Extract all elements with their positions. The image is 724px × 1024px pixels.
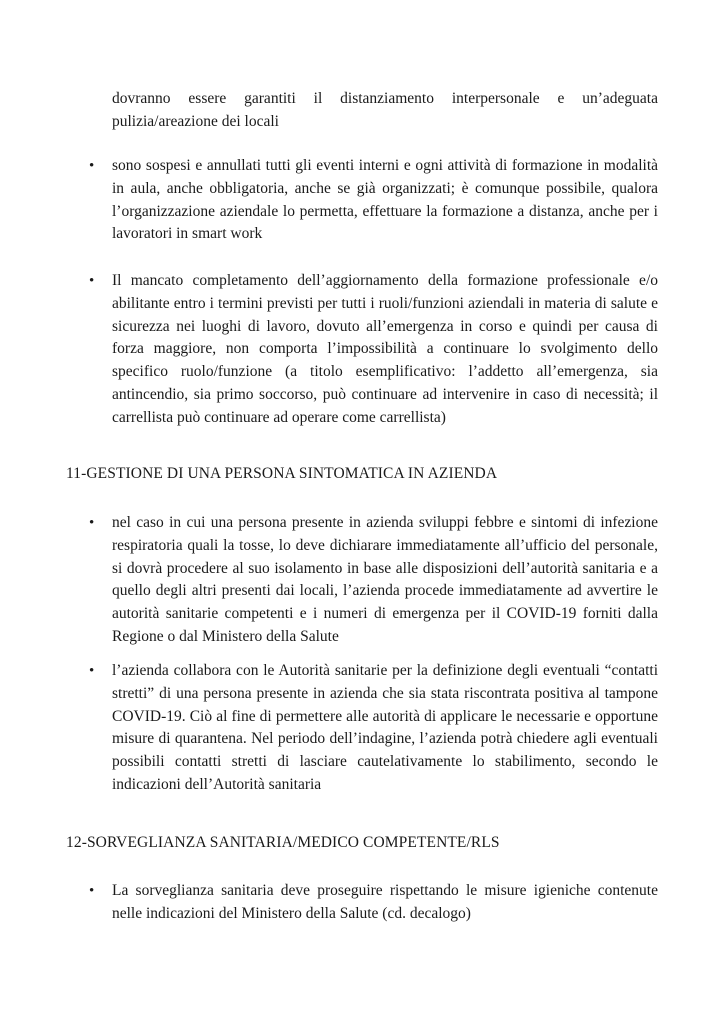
bullet-marker: • [89, 883, 95, 899]
bullet-paragraph-health-surveillance: La sorveglianza sanitaria deve proseguire rispettando le misure igieniche contenute nelle indicazioni del Ministero della Salute (cd. decalogo) [112, 882, 658, 922]
section-heading-12: 12-SORVEGLIANZA SANITARIA/MEDICO COMPETENTE/RLS [66, 834, 500, 851]
bullet-marker: • [89, 273, 95, 289]
bullet-paragraph-close-contacts: l’azienda collabora con le Autorità sanitarie per la definizione degli eventuali “contatti stretti” di una persona presente in azienda che sia stata riscontrata positiva al tampone COVID-19. Ciò al fine di permettere alle autorità di applicare le necessarie e opportune misure di quarantena. Nel periodo dell’indagine, l’azienda potrà chiedere agli eventuali possibili contatti stretti di lasciare cautelativamente lo stabilimento, secondo le indicazioni dell’Autorità sanitaria [112, 662, 658, 793]
bullet-paragraph-symptomatic-person: nel caso in cui una persona presente in azienda sviluppi febbre e sintomi di infezione respiratoria quali la tosse, lo deve dichiarare immediatamente all’ufficio del personale, si dovrà procedere al suo isolamento in base alle disposizioni dell’autorità sanitaria e a quello degli altri presenti dai locali, l’azienda procede immediatamente ad avvertire le autorità sanitarie competenti e i numeri di emergenza per il COVID-19 forniti dalla Regione o dal Ministero della Salute [112, 514, 658, 645]
bullet-marker: • [89, 663, 95, 679]
bullet-marker: • [89, 158, 95, 174]
section-heading-11: 11-GESTIONE DI UNA PERSONA SINTOMATICA IN AZIENDA [66, 465, 498, 482]
bullet-paragraph-training-update: Il mancato completamento dell’aggiornamento della formazione professionale e/o abilitante entro i termini previsti per tutti i ruoli/funzioni aziendali in materia di salute e sicurezza nei luoghi di lavoro, dovuto all’emergenza in corso e quindi per causa di forza maggiore, non comporta l’impossibilità a continuare lo svolgimento dello specifico ruolo/funzione (a titolo esemplificativo: l’addetto all’emergenza, sia antincendio, sia primo soccorso, può continuare ad intervenire in caso di necessità; il carrellista può continuare ad operare come carrellista) [112, 272, 658, 426]
continuation-paragraph: dovranno essere garantiti il distanziamento interpersonale e un’adeguata pulizia/areazione dei locali [112, 90, 658, 130]
bullet-marker: • [89, 515, 95, 531]
bullet-paragraph-training-suspended: sono sospesi e annullati tutti gli eventi interni e ogni attività di formazione in modalità in aula, anche obbligatoria, anche se già organizzati; è comunque possibile, qualora l’organizzazione aziendale lo permetta, effettuare la formazione a distanza, anche per i lavoratori in smart work [112, 157, 658, 243]
